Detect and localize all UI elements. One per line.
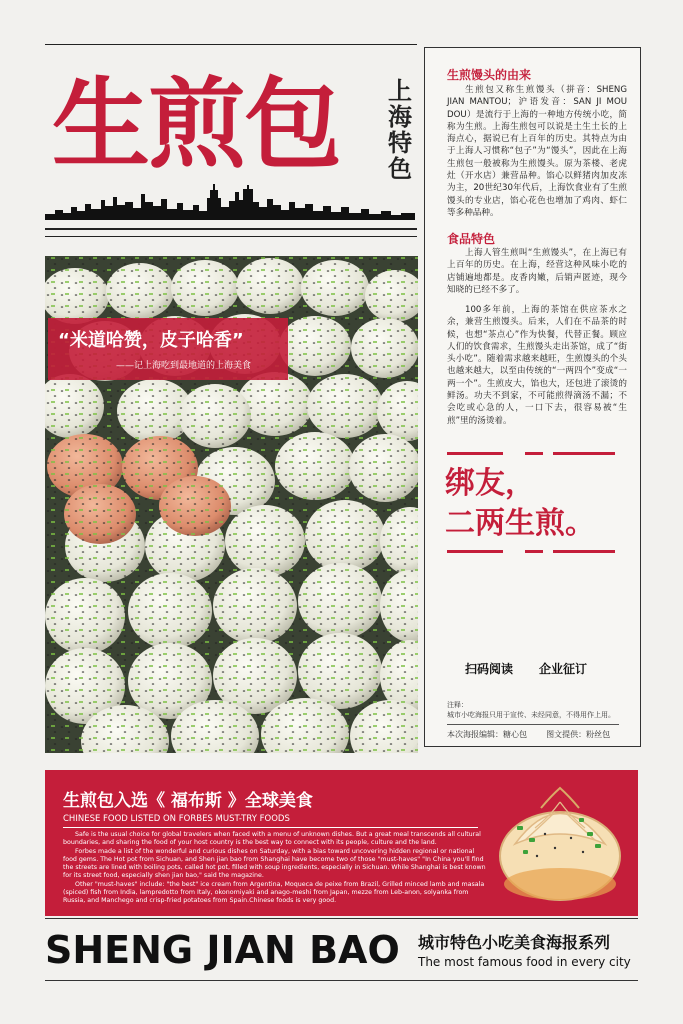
band-paragraph: Safe is the usual choice for global travelers when faced with a menu of unknown dishes. But a great meal transcends all cultural boundaries, and sharing the food of your host country is the best way to connect with its people, culture and the land.: [63, 831, 481, 847]
origin-section-title: 生煎馒头的由来: [447, 68, 532, 82]
slogan-top-dash-3: [553, 452, 615, 455]
note-text: 城市小吃海报只用于宣传、未经同意，不得用作上用。: [447, 711, 615, 719]
band-subtitle: CHINESE FOOD LISTED ON FORBES MUST-TRY FOODS: [63, 814, 290, 824]
band-divider: [63, 827, 478, 828]
right-info-column: [424, 47, 641, 747]
scan-read-label[interactable]: 扫码阅读: [465, 662, 514, 676]
features-section-text-a: 上海人管生煎叫“生煎馒头”，在上海已有上百年的历史。在上海，经营这种风味小吃的店铺遍地都是。皮香肉嫩，后销声匿迹，现今知晓的已经不多了。: [447, 248, 627, 295]
features-section-text-b: 100多年前，上海的茶馆在供应茶水之余，兼营生煎馒头。后来，人们在不品茶的时候，也想“茶点心”作为快餐，代替正餐。顾应人们的饮食需求，生煎馒头走出茶馆，成了“街头小吃”。随着需求越来越旺，生煎馒头的个头也越来越大，以至由传统的“一两四个”变成“一两一个”。生煎皮大，馅也大，还包进了滚烫的鲜汤。功夫不到家，不可能煎得滴汤不漏；不会吃或心急的人，一口下去，很容易被“生煎”里的汤烫着。: [447, 305, 627, 426]
credit-image-name: 粉丝包: [586, 730, 611, 739]
footer-tagline: The most famous food in every city: [418, 955, 631, 969]
footer-bottom-line: [45, 980, 638, 981]
features-section-title: 食品特色: [447, 232, 496, 246]
slogan-line-2: 二两生煎。: [445, 506, 595, 541]
photo-quote-banner: [48, 318, 288, 380]
photo-top-line: [45, 236, 417, 237]
slogan-top-dash-2: [525, 452, 543, 455]
bun-drawing-icon: [495, 778, 625, 903]
slogan-bottom-dash-3: [553, 550, 615, 553]
slogan-line-1: 绑友，: [445, 466, 535, 501]
band-paragraph: Forbes made a list of the wonderful and curious dishes on Saturday, with a bias toward uncovering hidden regional or national food gems. The Hot pot from Sichuan, and Shen jian bao from Shanghai have become two of those "must-haves" "In China you'll find the streets are lined with boiling pots, called hot pot, filled with soup ingredients, especially in Sichuan. While Shanghai is best known for its street food, especially shen jian bao," said the magazine.: [63, 847, 486, 880]
sheng-jian-bao-photo: [45, 256, 418, 753]
credit-editor-name: 糖心包: [503, 730, 527, 739]
slogan-bottom-dash-1: [447, 550, 503, 553]
origin-section-text: 生煎包又称生煎馒头（拼音：SHENG JIAN MANTOU；沪语发音：SAN JI MOU DOU）是流行于上海的一种地方传统小吃，简称为生煎。上海生煎包可以说是土生土长的上海点心，据说已有上百年的历史。其特点为由于上海人习惯称“包子”为“馒头”，因此在上海生煎包一般被称为生煎馒头。原为茶楼、老虎灶（开水店）兼营品种。馅心以鲜猪肉加皮冻为主，20世纪30年代后，上海饮食业有了生煎馒头的专业店，馅心花色也增加了鸡肉、虾仁等多种品种。: [447, 85, 627, 218]
slogan-top-dash-1: [447, 452, 503, 455]
page-title: 生煎包: [52, 68, 341, 182]
footer-series: 城市特色小吃美食海报系列: [418, 933, 611, 952]
footer-top-line: [45, 918, 638, 919]
city-skyline: [45, 180, 415, 220]
quote-main-text: “米道哈赞，皮子哈香”: [58, 330, 244, 351]
footer-title: SHENG JIAN BAO: [45, 928, 400, 972]
band-paragraph: Other "must-haves" include: "the best" ice cream from Argentina, Moqueca de peixe from Brazil, Grilled minced lamb and masala (spiced) fish from India, lampredotto from Italy, okonomiyaki and anago-meshi from Japan, mezze from Leb-anon, solyanka from Russia, and Manchego and crisp-fried potatoes from Spain.Chinese foods is very good.: [63, 880, 485, 905]
quote-sub-text: ——记上海吃到最地道的上海美食: [116, 361, 252, 371]
band-title: 生煎包入选《 福布斯 》全球美食: [63, 791, 313, 811]
credit-image-label: 图文提供：: [546, 730, 587, 739]
title-side-label: 上海特色: [388, 77, 412, 183]
slogan-bottom-dash-2: [525, 550, 543, 553]
enterprise-order-label[interactable]: 企业征订: [539, 662, 588, 676]
note-label: 注释：: [447, 701, 468, 709]
note-divider: [447, 724, 619, 725]
credit-editor-label: 本次海报编辑：: [447, 730, 503, 739]
header-divider: [45, 228, 417, 230]
top-border-line: [45, 44, 417, 45]
band-body: [63, 831, 488, 906]
credit-line: [447, 730, 637, 740]
